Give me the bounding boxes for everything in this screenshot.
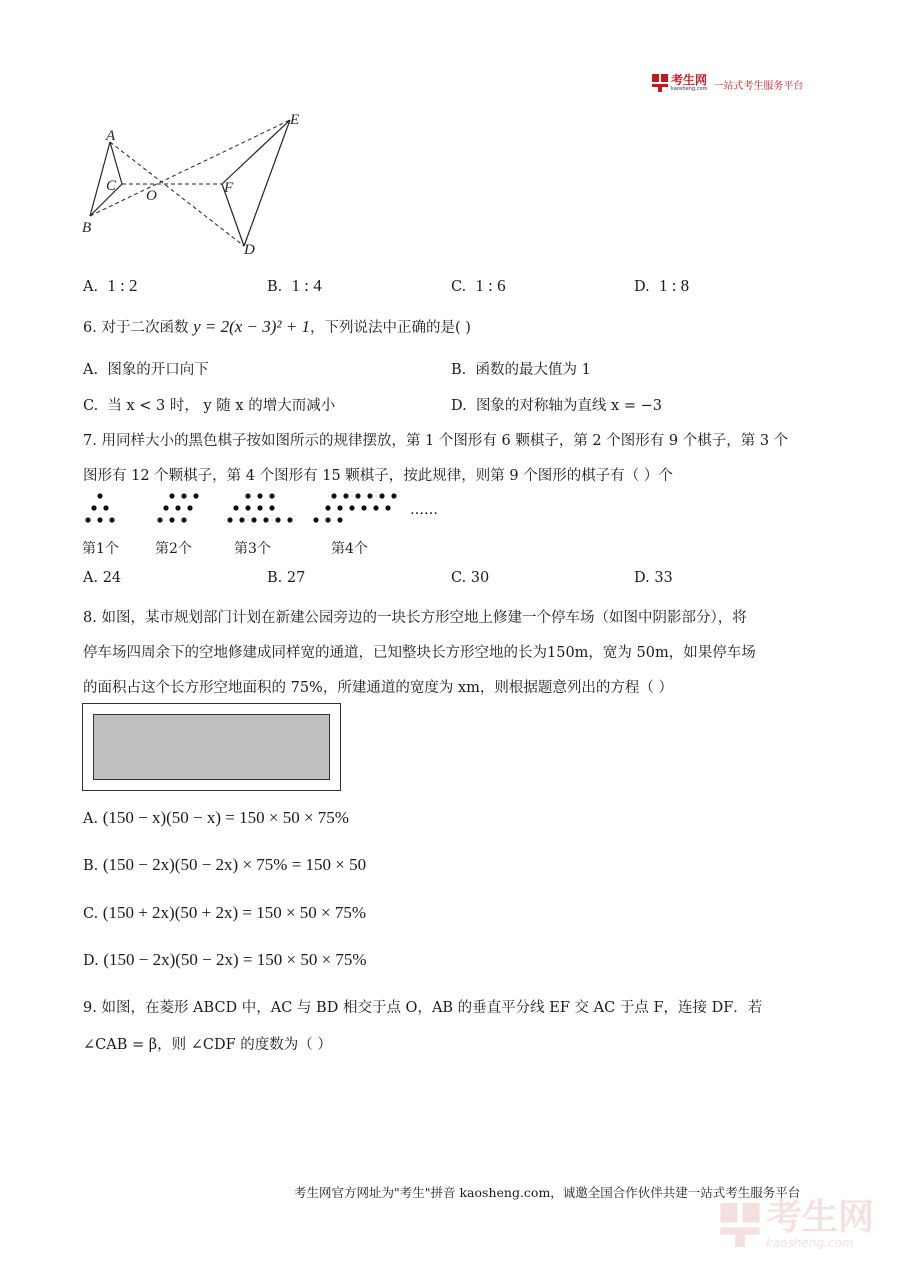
dot: [181, 517, 186, 522]
dot: [163, 505, 168, 510]
q7-option-b[interactable]: [267, 570, 305, 586]
option-text: (150 − 2x)(50 − 2x) × 75% = 150 × 50: [102, 855, 367, 874]
label-a: A: [106, 128, 116, 144]
dot: [287, 517, 292, 522]
q7-dot-figures: [78, 490, 458, 532]
q6-option-a[interactable]: [83, 358, 209, 379]
dot: [245, 493, 250, 498]
dot: [103, 505, 108, 510]
q8-stem-line3: 的面积占这个长方形空地面积的 75%，所建通道的宽度为 xm，则根据题意列出的方程（ ）: [83, 680, 673, 696]
dot: [337, 505, 342, 510]
dot: [257, 505, 262, 510]
q6-stem: [83, 316, 471, 337]
dot: [175, 505, 180, 510]
q6-option-b[interactable]: [451, 358, 591, 379]
option-letter: C.: [83, 906, 99, 922]
dot: [257, 493, 262, 498]
dot: [263, 517, 268, 522]
dot: [325, 517, 330, 522]
segment-ef: [222, 120, 290, 184]
label-e: E: [290, 112, 300, 128]
q9-stem-line1: 9. 如图，在菱形 ABCD 中，AC 与 BD 相交于点 O，AB 的垂直平分线 EF 交 AC 于点 F，连接 DF．若: [83, 1000, 763, 1016]
q5-option-c[interactable]: [451, 276, 506, 296]
dot: [373, 505, 378, 510]
q8-lot-outline: [82, 703, 341, 791]
q7-caption-1: 第1个: [82, 541, 119, 557]
dot: [331, 493, 336, 498]
option-letter: B.: [267, 279, 283, 295]
q6-option-d[interactable]: [451, 394, 662, 415]
q7-caption-3: 第3个: [234, 541, 271, 557]
option-letter: B.: [83, 858, 99, 874]
dot: [251, 517, 256, 522]
dot: [97, 493, 102, 498]
option-text: 1 : 6: [475, 276, 506, 295]
watermark-name: 考生网: [765, 1197, 874, 1238]
q5-option-b[interactable]: [267, 276, 322, 296]
option-letter: A.: [83, 362, 99, 378]
watermark-domain: kaosheng.com: [765, 1236, 854, 1250]
option-text: 1 : 2: [107, 276, 138, 295]
label-c: C: [106, 178, 117, 194]
footer-text: 考生网官方网址为"考生"拼音 kaosheng.com，诚邀全国合作伙伴共建一站式考生服务平台: [294, 1185, 801, 1200]
dot: [193, 493, 198, 498]
option-text: 图象的对称轴为直线 x = −3: [475, 398, 662, 414]
q9-stem-line2: ∠CAB = β，则 ∠CDF 的度数为（ ）: [83, 1037, 332, 1053]
watermark: [720, 1197, 874, 1250]
watermark-logo-icon: [720, 1203, 760, 1247]
option-letter: B.: [267, 570, 283, 586]
dot: [181, 493, 186, 498]
dot: [109, 517, 114, 522]
dot: [157, 517, 162, 522]
q8-parking-area: [93, 714, 330, 780]
q5-option-a[interactable]: [83, 276, 138, 296]
dot: [367, 493, 372, 498]
dot: [391, 493, 396, 498]
q8-option-a[interactable]: [83, 808, 349, 828]
option-text: 27: [286, 570, 306, 586]
option-text: 24: [102, 570, 122, 586]
dot: [385, 505, 390, 510]
q6-option-c[interactable]: [83, 394, 335, 415]
dot: [239, 517, 244, 522]
logo-name: 考生网: [671, 73, 708, 87]
option-letter: C.: [83, 398, 99, 414]
logo-mark-icon: [652, 74, 668, 92]
option-text: (150 + 2x)(50 + 2x) = 150 × 50 × 75%: [102, 903, 367, 922]
q5-figure: [78, 108, 318, 260]
option-letter: C.: [451, 279, 467, 295]
q7-caption-4: 第4个: [331, 541, 368, 557]
header-logo: [652, 74, 803, 92]
q7-stem-line1: 7. 用同样大小的黑色棋子按如图所示的规律摆放，第 1 个图形有 6 颗棋子，第 2 个图形有 9 个棋子，第 3 个: [83, 433, 789, 449]
dot: [361, 505, 366, 510]
dot: [169, 517, 174, 522]
q6-suffix: ，下列说法中正确的是( ): [310, 320, 471, 336]
dot: [187, 505, 192, 510]
option-text: (150 − 2x)(50 − 2x) = 150 × 50 × 75%: [103, 950, 367, 969]
option-text: 函数的最大值为 1: [475, 362, 591, 378]
dot: [379, 493, 384, 498]
option-letter: D.: [451, 398, 467, 414]
option-text: 1 : 8: [658, 276, 690, 295]
dot: [233, 505, 238, 510]
option-letter: D.: [83, 953, 99, 969]
q7-ellipsis: ……: [410, 502, 438, 518]
option-letter: A.: [83, 811, 99, 827]
option-letter: D.: [634, 279, 650, 295]
dot: [343, 493, 348, 498]
option-letter: A.: [83, 279, 99, 295]
option-letter: D.: [634, 570, 650, 586]
dot: [169, 493, 174, 498]
q7-option-a[interactable]: [83, 570, 121, 586]
q8-option-c[interactable]: [83, 903, 366, 923]
q6-prefix: 6. 对于二次函数: [83, 320, 189, 336]
q5-option-d[interactable]: [634, 276, 689, 296]
dot: [269, 493, 274, 498]
q6-function: y = 2(x − 3)² + 1: [193, 317, 310, 336]
logo-domain: kaosheng.com: [671, 86, 708, 92]
option-text: 1 : 4: [291, 276, 322, 295]
dot: [91, 505, 96, 510]
option-text: 33: [654, 570, 673, 586]
option-letter: B.: [451, 362, 467, 378]
option-text: 当 x < 3 时， y 随 x 的增大而减小: [107, 398, 336, 414]
dot: [269, 505, 274, 510]
dot: [325, 505, 330, 510]
header-tagline: 一站式考生服务平台: [713, 80, 804, 92]
q7-caption-2: 第2个: [155, 541, 192, 557]
dot: [349, 505, 354, 510]
option-letter: C.: [451, 570, 467, 586]
dot: [85, 517, 90, 522]
q7-stem-line2: 图形有 12 个颗棋子，第 4 个图形有 15 颗棋子，按此规律，则第 9 个图形的棋子有（ ）个: [83, 468, 673, 484]
q8-option-d[interactable]: [83, 950, 367, 970]
label-b: B: [82, 220, 92, 236]
label-f: F: [224, 180, 234, 196]
dot: [275, 517, 280, 522]
q8-option-b[interactable]: [83, 855, 366, 875]
q7-option-c[interactable]: [451, 570, 489, 586]
dot: [97, 517, 102, 522]
label-d: D: [244, 242, 255, 258]
dot: [227, 517, 232, 522]
option-text: 图象的开口向下: [107, 362, 209, 378]
dot: [245, 505, 250, 510]
q7-option-d[interactable]: [634, 570, 673, 586]
option-text: (150 − x)(50 − x) = 150 × 50 × 75%: [102, 808, 349, 827]
dot: [337, 517, 342, 522]
q8-stem-line1: 8. 如图，某市规划部门计划在新建公园旁边的一块长方形空地上修建一个停车场（如图中阴影部分），将: [83, 610, 747, 626]
label-o: O: [146, 188, 157, 204]
option-letter: A.: [83, 570, 99, 586]
dot: [313, 517, 318, 522]
q8-stem-line2: 停车场四周余下的空地修建成同样宽的通道，已知整块长方形空地的长为150m，宽为 50m，如果停车场: [83, 645, 756, 661]
dot: [355, 493, 360, 498]
option-text: 30: [470, 570, 490, 586]
